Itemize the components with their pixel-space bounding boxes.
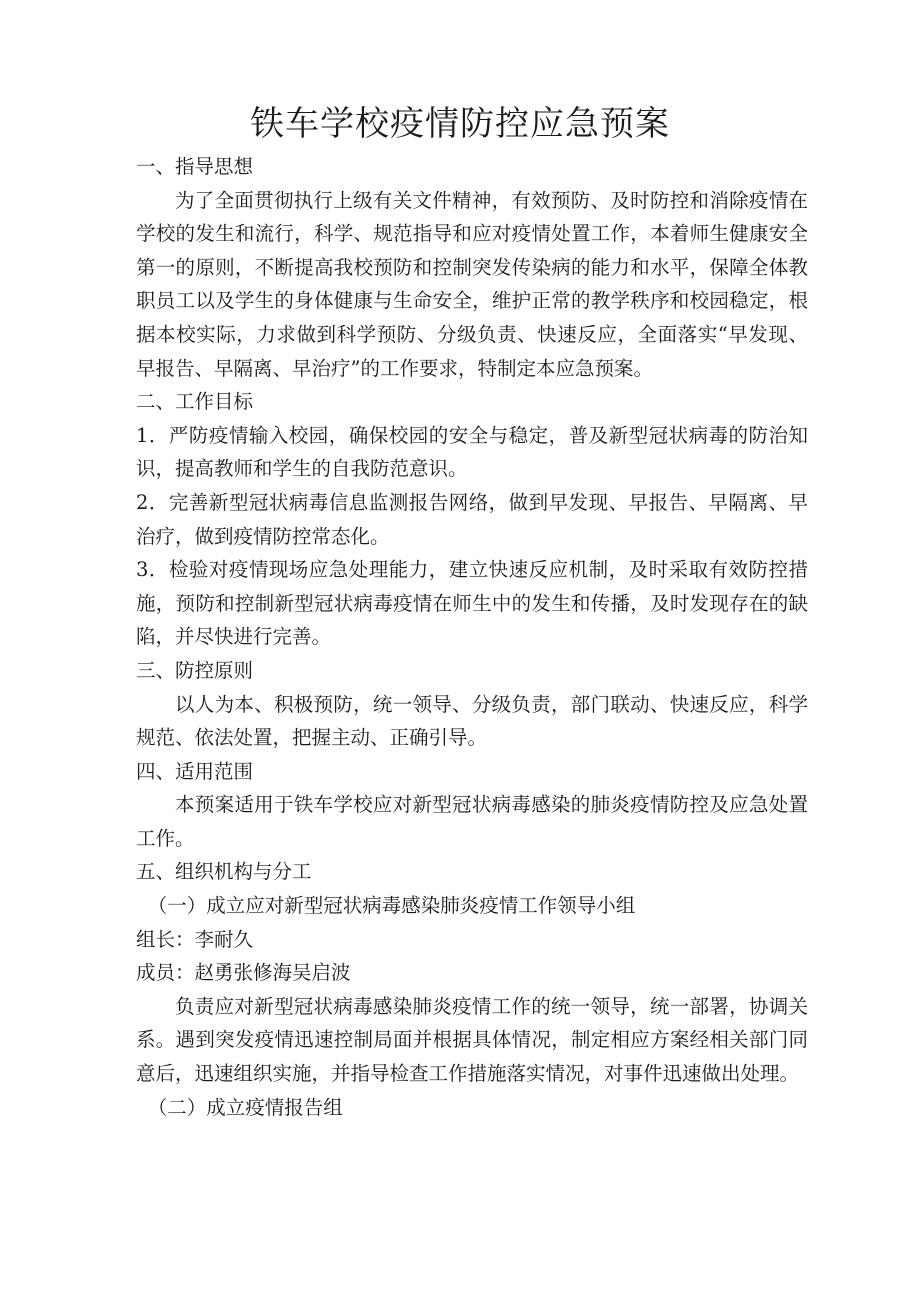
section-heading-organization: 五、组织机构与分工 — [136, 860, 312, 884]
list-item-goal-1: 1．严防疫情输入校园，确保校园的安全与稳定，普及新型冠状病毒的防治知识，提高教师和学生的自我防范意识。 — [136, 423, 808, 481]
paragraph-principles: 以人为本、积极预防，统一领导、分级负责，部门联动、快速反应，科学规范、依法处置，把握主动、正确引导。 — [136, 692, 808, 750]
subsection-heading-reporting-group: （二）成立疫情报告组 — [147, 1095, 343, 1119]
section-heading-guiding-ideology: 一、指导思想 — [136, 155, 254, 178]
list-item-goal-2: 2．完善新型冠状病毒信息监测报告网络，做到早发现、早报告、早隔离、早治疗，做到疫情防控常态化。 — [136, 490, 808, 548]
document-title: 铁车学校疫情防控应急预案 — [250, 104, 670, 144]
section-heading-principles: 三、防控原则 — [136, 658, 254, 682]
group-members-line: 成员：赵勇张修海吴启波 — [136, 961, 351, 985]
paragraph-scope: 本预案适用于铁车学校应对新型冠状病毒感染的肺炎疫情防控及应急处置工作。 — [136, 793, 808, 850]
subsection-heading-leadership-group: （一）成立应对新型冠状病毒感染肺炎疫情工作领导小组 — [147, 894, 636, 918]
paragraph-leadership-duties: 负责应对新型冠状病毒感染肺炎疫情工作的统一领导，统一部署，协调关系。遇到突发疫情迅速控制局面并根据具体情况，制定相应方案经相关部门同意后，迅速组织实施，并指导检查工作措施落实情况，对事件迅速做出处理。 — [136, 994, 808, 1086]
group-leader-line: 组长：李耐久 — [136, 927, 254, 951]
section-heading-scope: 四、适用范围 — [136, 759, 254, 783]
list-item-goal-3: 3．检验对疫情现场应急处理能力，建立快速反应机制，及时采取有效防控措施，预防和控制新型冠状病毒疫情在师生中的发生和传播，及时发现存在的缺陷，并尽快进行完善。 — [136, 558, 808, 649]
section-heading-work-goals: 二、工作目标 — [136, 390, 254, 414]
document-body — [136, 150, 808, 1124]
paragraph-guiding-ideology: 为了全面贯彻执行上级有关文件精神，有效预防、及时防控和消除疫情在学校的发生和流行，科学、规范指导和应对疫情处置工作，本着师生健康安全第一的原则，不断提高我校预防和控制突发传染病的能力和水平，保障全体教职员工以及学生的身体健康与生命安全，维护正常的教学秩序和校园稳定，根据本校实际，力求做到科学预防、分级负责、快速反应，全面落实“早发现、早报告、早隔离、早治疗”的工作要求，特制定本应急预案。 — [136, 188, 808, 380]
